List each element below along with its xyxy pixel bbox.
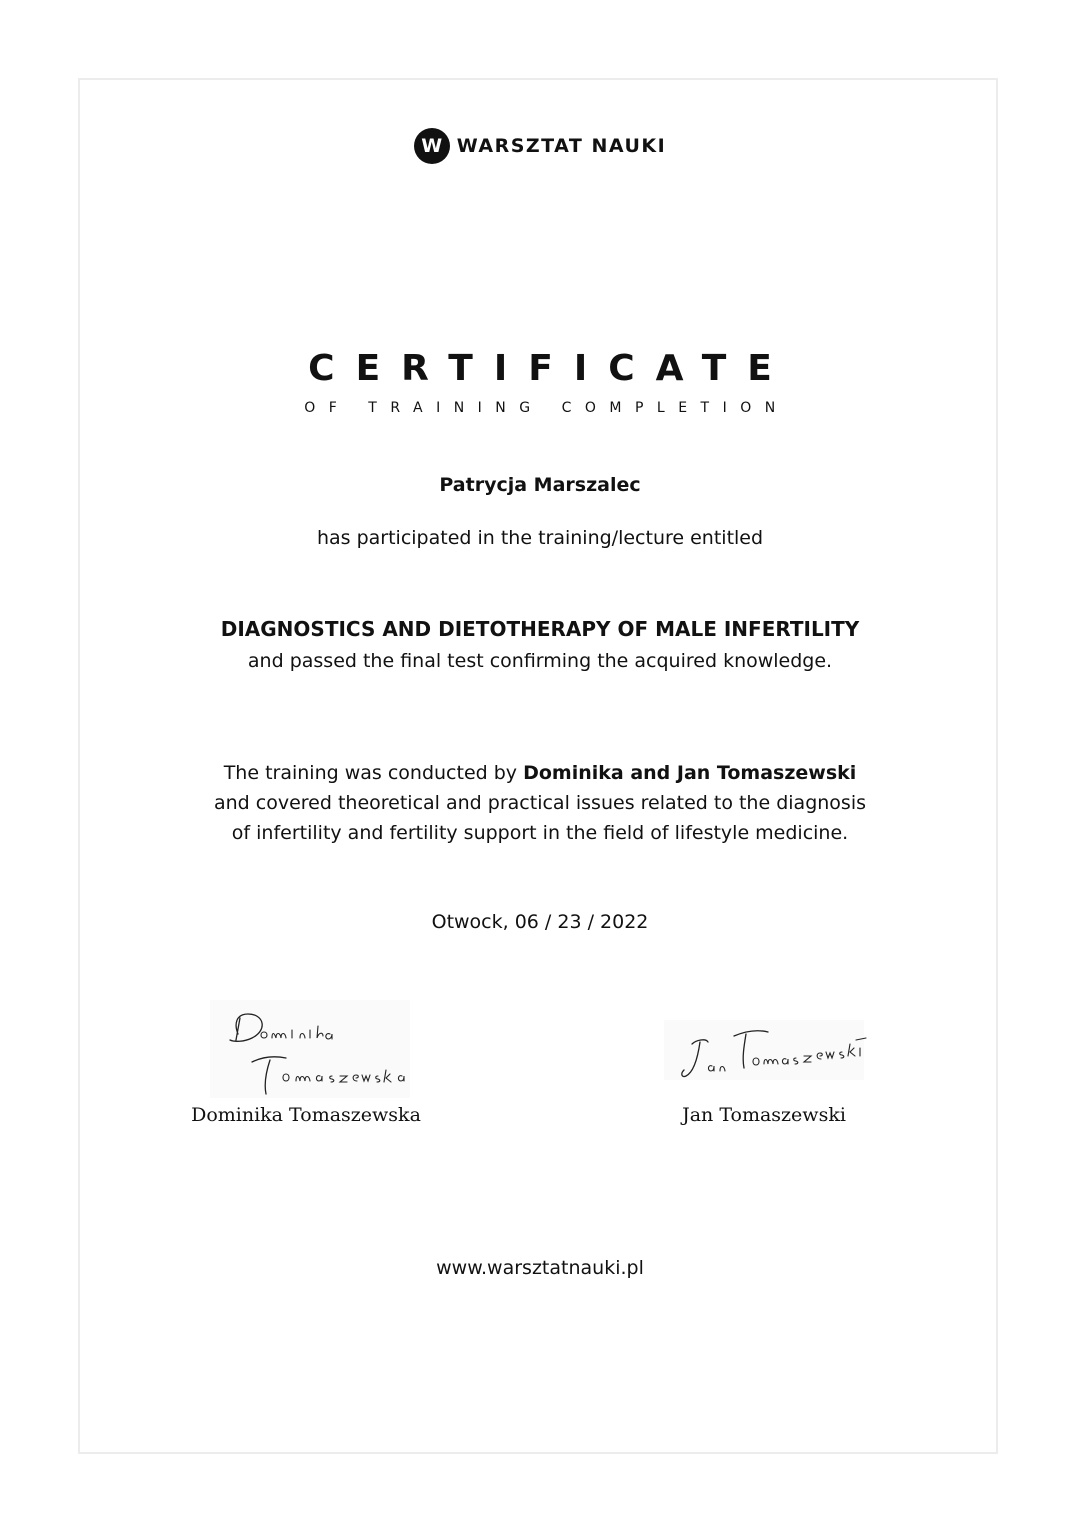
signature-image-right <box>648 1000 880 1100</box>
passed-statement: and passed the final test confirming the acquired knowledge. <box>247 650 833 672</box>
recipient-name: Patrycja Marszalec <box>439 474 641 496</box>
trainer-names: Dominika and Jan Tomaszewski <box>523 762 857 784</box>
course-title: DIAGNOSTICS AND DIETOTHERAPY OF MALE INFERTILITY <box>220 617 860 641</box>
website-url[interactable]: www.warsztatnauki.pl <box>436 1257 644 1279</box>
logo-text: WARSZTAT NAUKI <box>456 135 667 157</box>
participation-statement: has participated in the training/lecture entitled <box>316 527 764 549</box>
brand-logo <box>0 127 1080 165</box>
signature-image-left <box>190 1000 422 1100</box>
certificate-subtitle: OF TRAINING COMPLETION <box>304 400 789 416</box>
certificate-title: CERTIFICATE <box>308 348 793 389</box>
scope-line-1: and covered theoretical and practical issues related to the diagnosis <box>214 792 866 814</box>
place-and-date: Otwock, 06 / 23 / 2022 <box>431 911 649 933</box>
signatory-name-right: Jan Tomaszewski <box>682 1104 846 1126</box>
conducted-by-line <box>0 762 1080 784</box>
scope-line-2: of infertility and fertility support in the field of lifestyle medicine. <box>231 822 849 844</box>
signature-block-right <box>648 1000 880 1126</box>
signature-block-left <box>190 1000 422 1126</box>
logo-mark-icon: W <box>414 128 450 164</box>
signatory-name-left: Dominika Tomaszewska <box>191 1104 421 1126</box>
conducted-prefix: The training was conducted by <box>223 762 524 784</box>
